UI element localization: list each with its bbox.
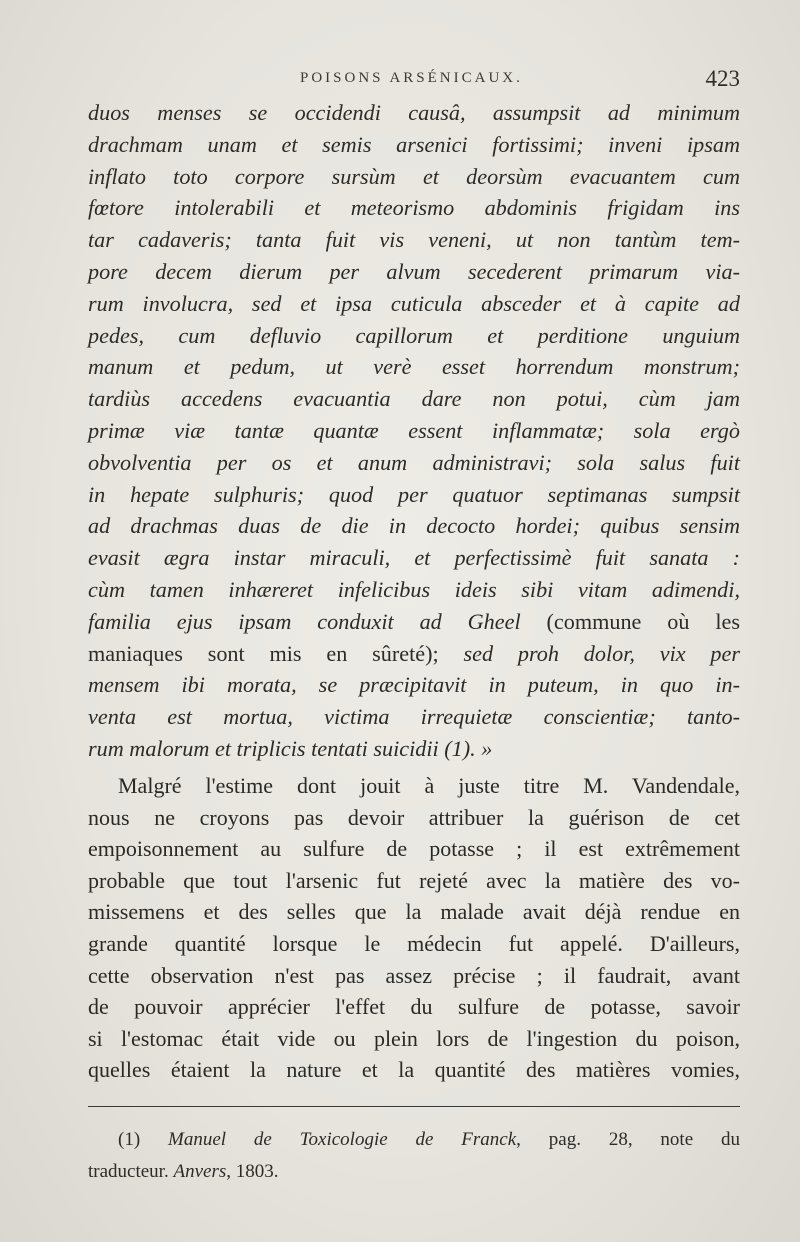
text-line: pedes, cum defluvio capillorum et perditione unguium xyxy=(88,322,740,348)
text-segment: familia ejus ipsam conduxit ad Gheel xyxy=(88,608,547,634)
latin-quotation xyxy=(88,97,740,765)
text-line-mixed xyxy=(88,638,740,670)
text-line: duos menses se occidendi causâ, assumpsit ad minimum xyxy=(88,100,740,125)
text-line: grande quantité lorsque le médecin fut appelé. D'ailleurs, xyxy=(88,930,740,956)
french-paragraph xyxy=(88,770,740,1086)
text-line: obvolventia per os et anum administravi; sola salus fuit xyxy=(88,449,740,475)
footnote-place: Anvers xyxy=(173,1161,227,1182)
text-line: inflato toto corpore sursùm et deorsùm evacuantem cum xyxy=(88,163,740,189)
text-line: mensem ibi morata, se præcipitavit in puteum, in quo in- xyxy=(88,672,740,698)
text-line: pore decem dierum per alvum secederent primarum via- xyxy=(88,258,740,284)
page-number: 423 xyxy=(705,66,740,91)
footnote-title: Manuel de Toxicologie de Franck xyxy=(168,1129,517,1150)
text-segment: sed proh dolor, vix per xyxy=(463,640,740,666)
footnote-year: , 1803. xyxy=(226,1161,279,1182)
footnote-rule xyxy=(88,1106,740,1107)
text-line: probable que tout l'arsenic fut rejeté avec la matière des vo- xyxy=(88,867,740,893)
text-line: cette observation n'est pas assez précise ; il faudrait, avant xyxy=(88,962,740,988)
text-line: in hepate sulphuris; quod per quatuor septimanas sumpsit xyxy=(88,481,740,507)
text-line: quelles étaient la nature et la quantité des matières vomies, xyxy=(88,1057,740,1083)
text-line: nous ne croyons pas devoir attribuer la guérison de cet xyxy=(88,804,740,830)
text-line: rum involucra, sed et ipsa cuticula absceder et à capite ad xyxy=(88,290,740,316)
text-line: si l'estomac était vide ou plein lors de l'ingestion du poison, xyxy=(88,1025,740,1051)
text-line: missemens et des selles que la malade avait déjà rendue en xyxy=(88,899,740,925)
text-line: venta est mortua, victima irrequietæ conscientiæ; tanto- xyxy=(88,704,740,730)
text-line: tardiùs accedens evacuantia dare non potui, cùm jam xyxy=(88,386,740,412)
running-title: POISONS ARSÉNICAUX. xyxy=(300,70,523,86)
footnote-text: traducteur. xyxy=(88,1161,174,1182)
text-line-mixed xyxy=(88,606,740,638)
footnote-line xyxy=(88,1156,740,1188)
text-line: empoisonnement au sulfure de potasse ; il est extrêmement xyxy=(88,836,740,862)
footnote-line xyxy=(88,1124,740,1156)
text-line: manum et pedum, ut verè esset horrendum monstrum; xyxy=(88,354,740,380)
text-line: tar cadaveris; tanta fuit vis veneni, ut non tantùm tem- xyxy=(88,227,740,253)
text-line: de pouvoir apprécier l'effet du sulfure de potasse, savoir xyxy=(88,994,740,1020)
footnote-reference: , pag. 28, note du xyxy=(516,1129,740,1150)
text-line: evasit ægra instar miraculi, et perfectissimè fuit sanata : xyxy=(88,545,740,571)
text-segment-roman: (commune où les xyxy=(546,608,741,634)
text-line: primæ viæ tantæ quantæ essent inflammatæ; sola ergò xyxy=(88,417,740,443)
text-line: cùm tamen inhæreret infelicibus ideis sibi vitam adimendi, xyxy=(88,576,740,602)
running-head xyxy=(90,66,740,96)
text-segment-roman: maniaques sont mis en sûreté); xyxy=(88,640,464,666)
text-line: Malgré l'estime dont jouit à juste titre M. Vandendale, xyxy=(118,773,740,798)
text-line: ad drachmas duas de die in decocto hordei; quibus sensim xyxy=(88,513,740,539)
text-line: drachmam unam et semis arsenici fortissimi; inveni ipsam xyxy=(88,131,740,157)
footnote-marker: (1) xyxy=(118,1129,169,1150)
text-line: rum malorum et triplicis tentati suicidii (1). » xyxy=(88,735,493,761)
text-line: fœtore intolerabili et meteorismo abdominis frigidam ins xyxy=(88,195,740,221)
footnote xyxy=(88,1124,740,1188)
